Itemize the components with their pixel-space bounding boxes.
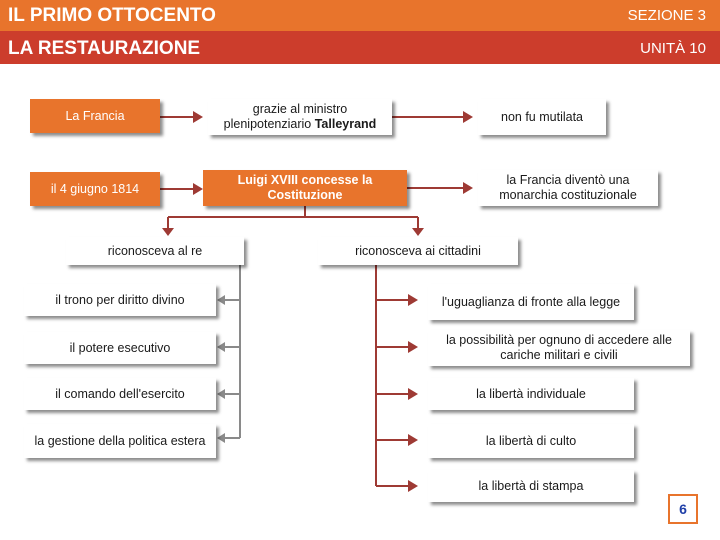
talleyrand-name: Talleyrand (314, 117, 377, 131)
citizen-right-item: la libertà individuale (428, 378, 634, 410)
box-non-mutilata: non fu mutilata (478, 99, 606, 135)
arrow-head (412, 228, 424, 236)
section-label: SEZIONE 3 (627, 7, 706, 24)
king-power-item: il comando dell'esercito (24, 378, 216, 410)
arrow-head (463, 182, 473, 194)
box-talleyrand (208, 99, 392, 135)
arrow-head (193, 111, 203, 123)
citizen-right-item: la possibilità per ognuno di accedere alle cariche militari e civili (428, 330, 690, 366)
chapter-title: IL PRIMO OTTOCENTO (8, 5, 216, 26)
box-riconosceva-cittadini: riconosceva ai cittadini (318, 237, 518, 265)
arrow-head (463, 111, 473, 123)
citizen-right-item: la libertà di stampa (428, 470, 634, 502)
box-la-francia: La Francia (30, 99, 160, 133)
lesson-title: LA RESTAURAZIONE (8, 38, 201, 59)
box-luigi-xviii: Luigi XVIII concesse la Costituzione (203, 170, 407, 206)
talleyrand-line2-pre: plenipotenziario (223, 117, 315, 131)
box-monarchia: la Francia diventò una monarchia costituzionale (478, 170, 658, 206)
king-power-item: la gestione della politica estera (24, 424, 216, 458)
box-riconosceva-re: riconosceva al re (66, 237, 244, 265)
king-power-item: il potere esecutivo (24, 332, 216, 364)
citizen-right-item: l'uguaglianza di fronte alla legge (428, 284, 634, 320)
arrow-head (162, 228, 174, 236)
citizen-right-item: la libertà di culto (428, 424, 634, 458)
box-date: il 4 giugno 1814 (30, 172, 160, 206)
king-power-item: il trono per diritto divino (24, 284, 216, 316)
talleyrand-line1: grazie al ministro (252, 102, 348, 116)
page-number: 6 (668, 494, 698, 524)
arrow-head (193, 183, 203, 195)
unit-label: UNITÀ 10 (640, 40, 706, 57)
